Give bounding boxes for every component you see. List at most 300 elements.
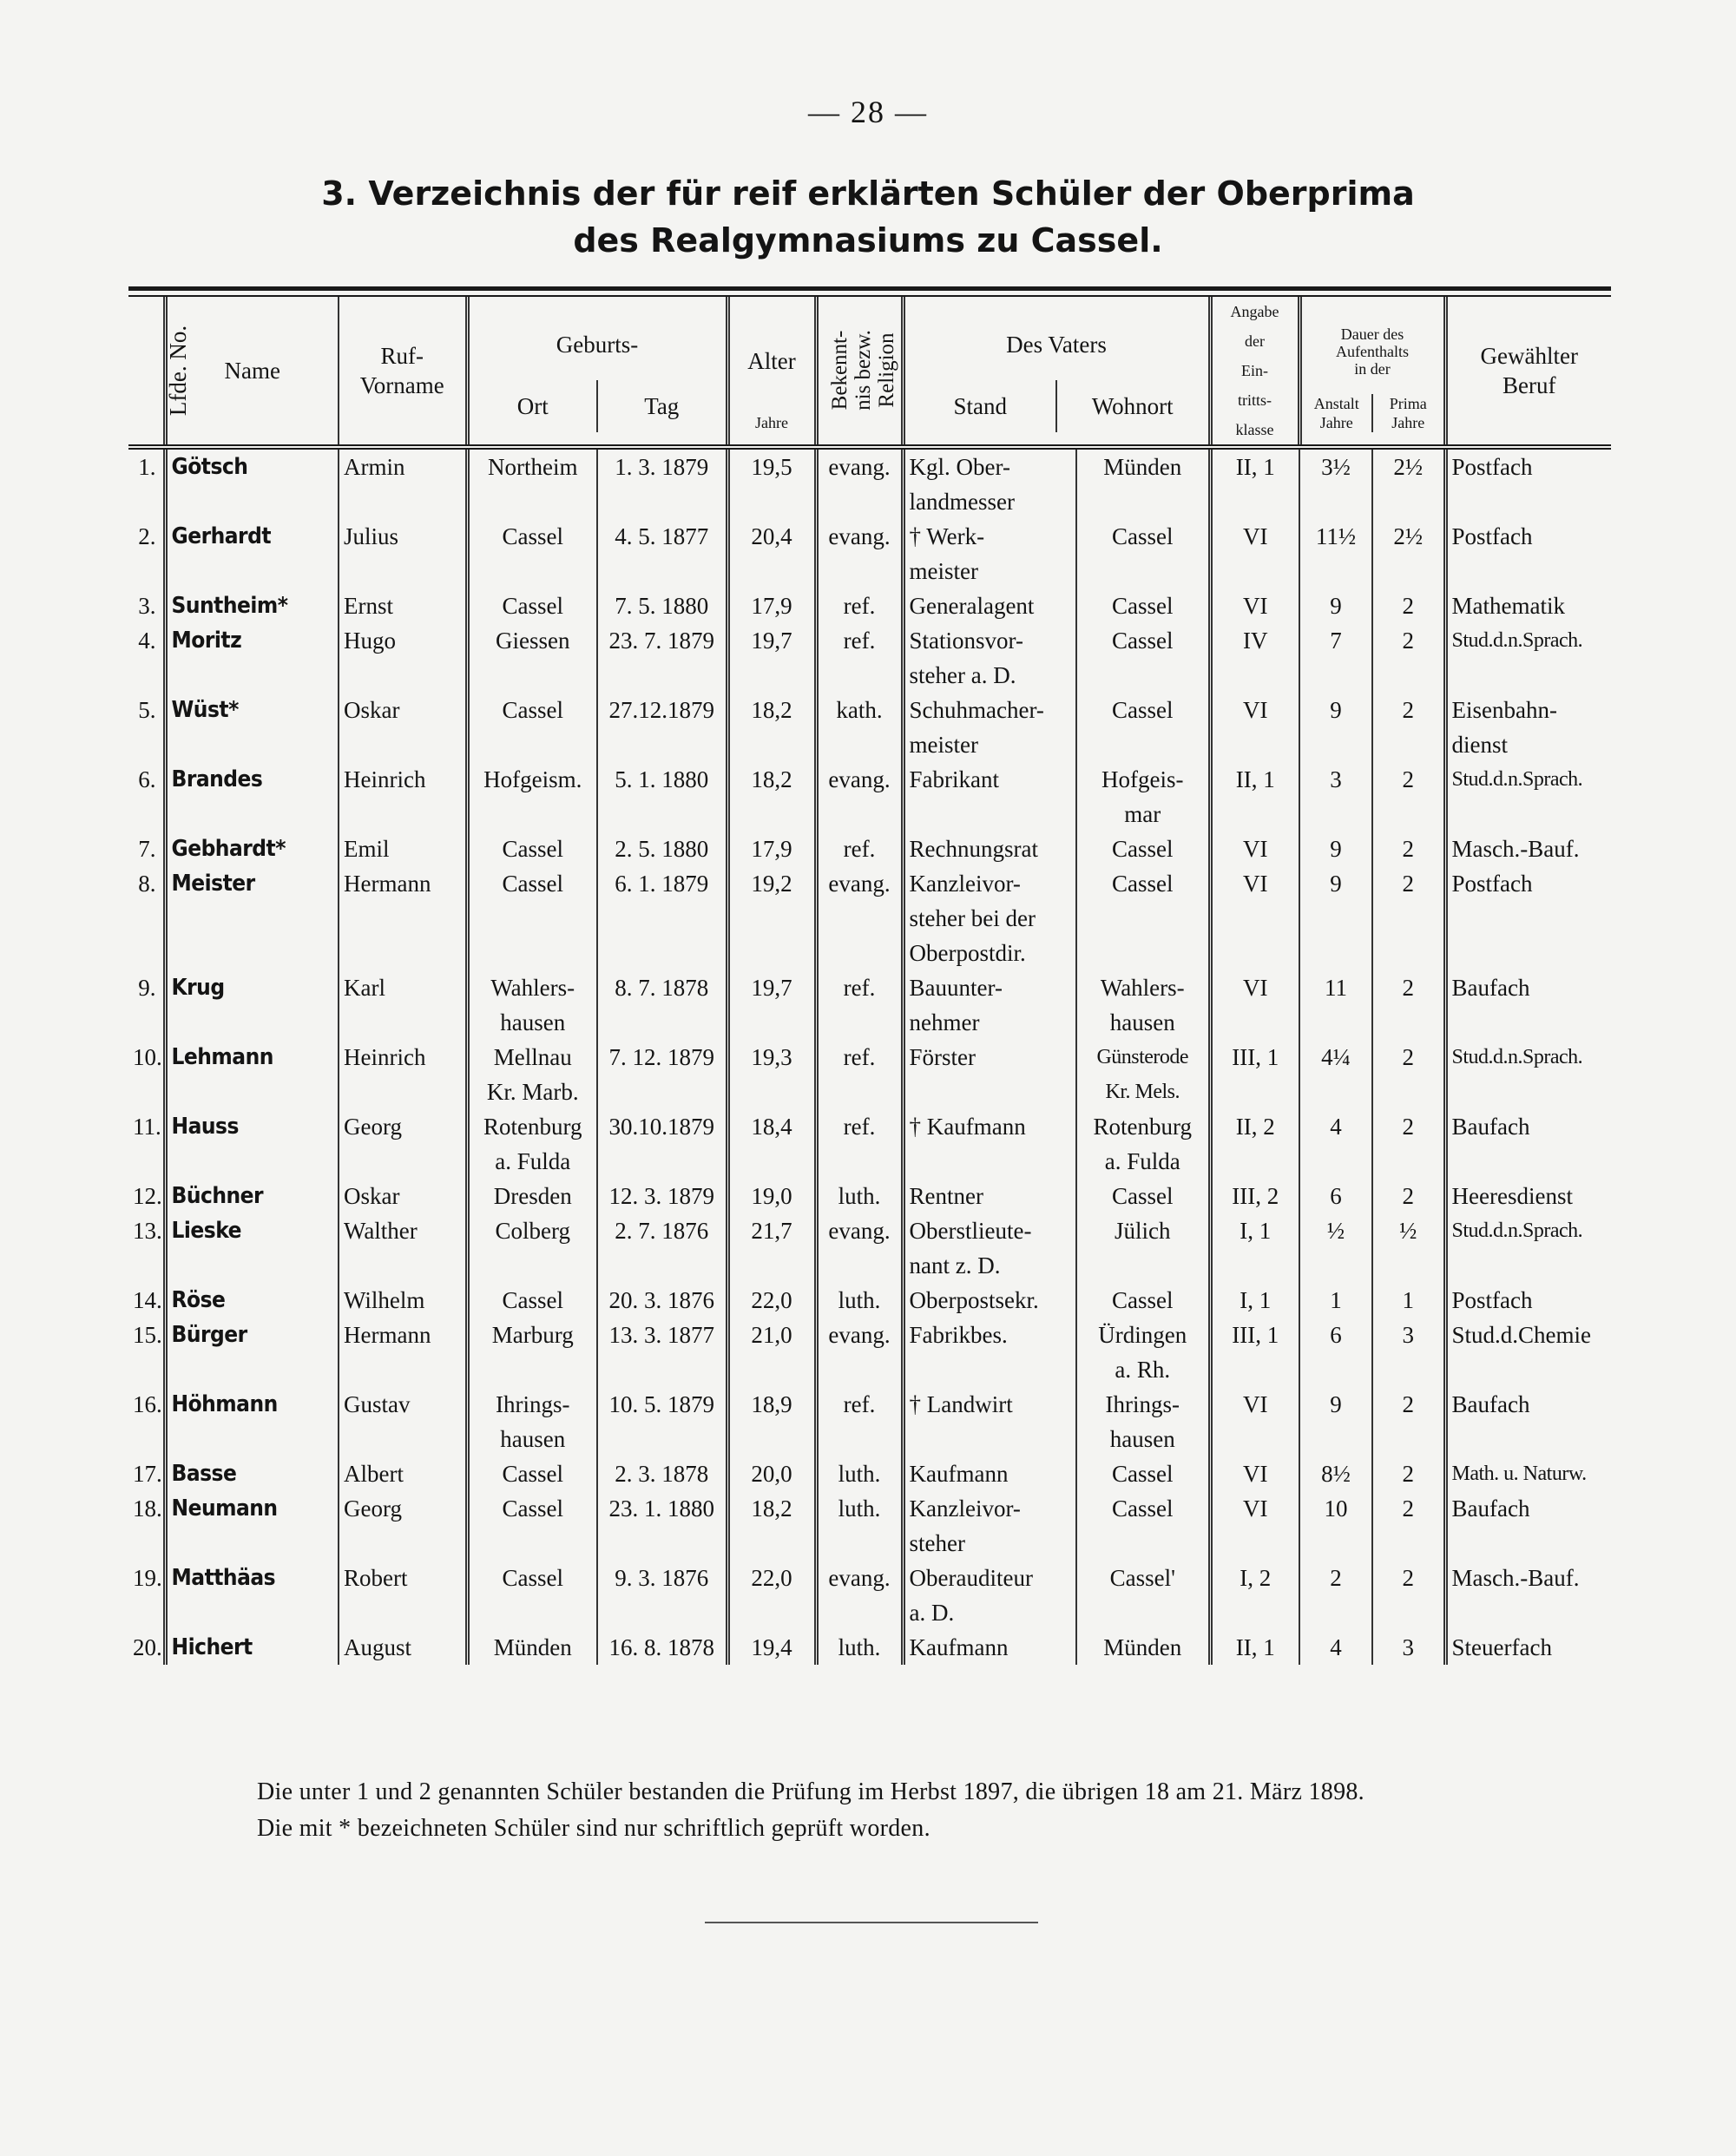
cell-wohnort-text: Cassel — [1112, 697, 1174, 723]
cell-stand — [903, 1040, 1076, 1109]
table-row — [128, 519, 1611, 588]
cell-name — [165, 1491, 339, 1561]
cell-beruf — [1445, 1213, 1611, 1283]
cell-tag — [597, 970, 727, 1040]
cell-stand — [903, 866, 1076, 970]
cell-stand-text: Fabrikbes. — [909, 1322, 1008, 1348]
cell-stand — [903, 1283, 1076, 1318]
cell-prima — [1372, 693, 1445, 762]
cell-bek — [816, 447, 903, 519]
cell-ort2-text: hausen — [500, 1009, 566, 1035]
cell-ort — [467, 623, 597, 693]
cell-prima — [1372, 1561, 1445, 1630]
cell-ort — [467, 832, 597, 866]
cell-ort2-text: a. Fulda — [495, 1148, 571, 1174]
cell-vorname — [339, 1630, 467, 1665]
cell-bek-text: ref. — [843, 975, 876, 1001]
cell-wohnort — [1076, 1283, 1210, 1318]
table-row — [128, 1179, 1611, 1213]
cell-no-text: 17. — [133, 1461, 162, 1487]
cell-no — [128, 1630, 165, 1665]
cell-vorname — [339, 1283, 467, 1318]
header-name: Name — [165, 297, 339, 447]
cell-name-text: Gerhardt — [171, 523, 272, 549]
cell-wohnort — [1076, 623, 1210, 693]
cell-stand-text: Kaufmann — [909, 1634, 1009, 1660]
cell-stand — [903, 588, 1076, 623]
cell-beruf-text: Eisenbahn- — [1451, 697, 1557, 723]
cell-klasse — [1210, 970, 1299, 1040]
cell-klasse — [1210, 1561, 1299, 1630]
cell-alter — [727, 866, 816, 970]
cell-alter-text: 22,0 — [751, 1565, 792, 1591]
cell-klasse-text: VI — [1243, 523, 1268, 549]
cell-vorname — [339, 519, 467, 588]
cell-alter-text: 19,7 — [751, 628, 792, 654]
cell-tag-text: 2. 3. 1878 — [615, 1461, 709, 1487]
cell-anstalt — [1299, 1561, 1372, 1630]
cell-anstalt-text: 3½ — [1321, 454, 1351, 480]
cell-tag-text: 8. 7. 1878 — [615, 975, 709, 1001]
cell-no-text: 6. — [138, 766, 156, 792]
cell-no — [128, 519, 165, 588]
cell-stand-text: Schuhmacher- — [909, 697, 1044, 723]
cell-ort-text: Rotenburg — [483, 1114, 582, 1140]
cell-anstalt — [1299, 1318, 1372, 1387]
cell-bek-text: luth. — [838, 1495, 881, 1522]
cell-name — [165, 762, 339, 832]
cell-stand — [903, 970, 1076, 1040]
cell-ort — [467, 693, 597, 762]
cell-prima-text: 2 — [1402, 697, 1415, 723]
cell-name — [165, 832, 339, 866]
cell-prima — [1372, 588, 1445, 623]
cell-stand-text: † Werk- — [909, 523, 985, 549]
cell-prima — [1372, 832, 1445, 866]
cell-wohnort2-text: mar — [1124, 801, 1161, 827]
cell-bek-text: luth. — [838, 1461, 881, 1487]
cell-vorname-text: Walther — [344, 1218, 418, 1244]
cell-bek-text: ref. — [843, 1044, 876, 1070]
cell-alter-text: 19,0 — [751, 1183, 792, 1209]
cell-beruf-text: Postfach — [1451, 871, 1533, 897]
cell-anstalt — [1299, 1283, 1372, 1318]
cell-stand — [903, 1387, 1076, 1456]
cell-vorname-text: Hermann — [344, 1322, 431, 1348]
cell-klasse-text: I, 1 — [1240, 1287, 1272, 1313]
table-top-rule — [128, 286, 1611, 291]
cell-name — [165, 447, 339, 519]
cell-ort — [467, 1630, 597, 1665]
cell-beruf2-text: dienst — [1451, 732, 1509, 758]
cell-wohnort-text: Hofgeis- — [1101, 766, 1184, 792]
cell-bek-text: ref. — [843, 836, 876, 862]
cell-bek — [816, 1040, 903, 1109]
cell-klasse — [1210, 1387, 1299, 1456]
cell-ort — [467, 1561, 597, 1630]
cell-prima-text: 2 — [1402, 1565, 1415, 1591]
cell-name-text: Bürger — [171, 1322, 247, 1348]
cell-no — [128, 1213, 165, 1283]
cell-alter-text: 21,0 — [751, 1322, 792, 1348]
cell-stand-text: Oberauditeur — [909, 1565, 1033, 1591]
cell-klasse-text: II, 1 — [1235, 766, 1275, 792]
cell-wohnort-text: Cassel — [1112, 1183, 1174, 1209]
cell-no-text: 8. — [138, 871, 156, 897]
cell-tag — [597, 693, 727, 762]
cell-stand — [903, 1109, 1076, 1179]
cell-beruf-text: Baufach — [1451, 1391, 1530, 1417]
cell-stand-text: Fabrikant — [909, 766, 999, 792]
cell-vorname-text: Emil — [344, 836, 390, 862]
cell-no — [128, 1179, 165, 1213]
cell-ort2-text: hausen — [500, 1426, 566, 1452]
cell-tag — [597, 1387, 727, 1456]
cell-ort-text: Northeim — [488, 454, 578, 480]
cell-alter — [727, 1561, 816, 1630]
cell-no-text: 18. — [133, 1495, 162, 1522]
cell-stand — [903, 1318, 1076, 1387]
cell-vorname — [339, 832, 467, 866]
cell-wohnort-text: Ihrings- — [1105, 1391, 1180, 1417]
cell-klasse — [1210, 762, 1299, 832]
cell-prima — [1372, 623, 1445, 693]
cell-wohnort — [1076, 1318, 1210, 1387]
cell-klasse-text: I, 1 — [1240, 1218, 1272, 1244]
cell-klasse — [1210, 1040, 1299, 1109]
cell-bek — [816, 1561, 903, 1630]
cell-tag — [597, 1630, 727, 1665]
cell-tag — [597, 1283, 727, 1318]
cell-tag — [597, 1109, 727, 1179]
cell-vorname-text: Georg — [344, 1495, 402, 1522]
cell-bek-text: evang. — [828, 1322, 891, 1348]
cell-alter-text: 20,0 — [751, 1461, 792, 1487]
cell-vorname-text: Ernst — [344, 593, 393, 619]
cell-beruf — [1445, 623, 1611, 693]
cell-bek — [816, 1456, 903, 1491]
cell-no-text: 16. — [133, 1391, 162, 1417]
cell-tag — [597, 588, 727, 623]
cell-no-text: 9. — [138, 975, 156, 1001]
cell-klasse — [1210, 519, 1299, 588]
header-lfd-no: Lfde. No. — [165, 325, 192, 417]
cell-prima — [1372, 447, 1445, 519]
cell-stand-text: † Kaufmann — [909, 1114, 1026, 1140]
cell-ort — [467, 447, 597, 519]
cell-tag — [597, 447, 727, 519]
cell-klasse — [1210, 1491, 1299, 1561]
cell-tag-text: 12. 3. 1879 — [608, 1183, 714, 1209]
cell-alter — [727, 832, 816, 866]
header-eintrittsklasse: Angabe der Ein- tritts- klasse — [1210, 297, 1299, 447]
header-prima: Prima — [1389, 394, 1427, 412]
cell-no-text: 13. — [133, 1218, 162, 1244]
cell-no — [128, 1040, 165, 1109]
cell-tag — [597, 1213, 727, 1283]
cell-wohnort — [1076, 970, 1210, 1040]
cell-ort-text: Cassel — [502, 1287, 563, 1313]
cell-klasse — [1210, 1179, 1299, 1213]
cell-anstalt-text: 8½ — [1321, 1461, 1351, 1487]
cell-vorname-text: August — [344, 1634, 412, 1660]
cell-no — [128, 1109, 165, 1179]
cell-prima — [1372, 1109, 1445, 1179]
cell-alter — [727, 1179, 816, 1213]
cell-alter-text: 18,2 — [751, 1495, 792, 1522]
cell-name-text: Meister — [171, 871, 255, 897]
cell-wohnort-text: Cassel — [1112, 628, 1174, 654]
cell-wohnort — [1076, 832, 1210, 866]
cell-ort — [467, 1456, 597, 1491]
cell-ort — [467, 970, 597, 1040]
cell-anstalt — [1299, 1387, 1372, 1456]
cell-wohnort-text: Cassel — [1112, 1287, 1174, 1313]
cell-bek — [816, 832, 903, 866]
cell-beruf-text: Stud.d.Chemie — [1451, 1322, 1592, 1348]
cell-stand — [903, 1630, 1076, 1665]
cell-vorname-text: Wilhelm — [344, 1287, 425, 1313]
cell-stand2-text: steher bei der — [909, 905, 1036, 931]
cell-tag-text: 7. 5. 1880 — [615, 593, 709, 619]
cell-klasse-text: VI — [1243, 975, 1268, 1001]
cell-stand — [903, 1491, 1076, 1561]
cell-name-text: Gebhardt* — [171, 836, 286, 862]
cell-bek — [816, 1283, 903, 1318]
cell-ort-text: Cassel — [502, 1495, 563, 1522]
cell-alter-text: 19,4 — [751, 1634, 792, 1660]
cell-tag-text: 1. 3. 1879 — [615, 454, 709, 480]
cell-anstalt-text: 11½ — [1315, 523, 1357, 549]
cell-ort-text: Cassel — [502, 697, 563, 723]
cell-vorname-text: Albert — [344, 1461, 404, 1487]
cell-name — [165, 1283, 339, 1318]
cell-anstalt-text: 4¼ — [1321, 1044, 1351, 1070]
table-row — [128, 1283, 1611, 1318]
cell-stand-text: Bauunter- — [909, 975, 1003, 1001]
cell-ort-text: Marburg — [491, 1322, 574, 1348]
cell-alter-text: 17,9 — [751, 836, 792, 862]
cell-ort — [467, 1318, 597, 1387]
cell-anstalt — [1299, 832, 1372, 866]
cell-alter — [727, 1456, 816, 1491]
cell-beruf-text: Stud.d.n.Sprach. — [1451, 629, 1583, 652]
cell-klasse — [1210, 1456, 1299, 1491]
cell-wohnort2-text: hausen — [1109, 1009, 1175, 1035]
cell-name-text: Brandes — [171, 766, 263, 792]
cell-prima — [1372, 1456, 1445, 1491]
cell-alter — [727, 1318, 816, 1387]
cell-wohnort — [1076, 1109, 1210, 1179]
cell-ort-text: Giessen — [496, 628, 570, 654]
cell-name-text: Neumann — [171, 1495, 278, 1522]
cell-stand-text: Rentner — [909, 1183, 983, 1209]
cell-stand — [903, 693, 1076, 762]
title-line-2: des Realgymnasiums zu Cassel. — [573, 221, 1163, 260]
cell-wohnort — [1076, 1179, 1210, 1213]
cell-prima-text: ½ — [1399, 1218, 1417, 1244]
cell-tag-text: 23. 1. 1880 — [608, 1495, 714, 1522]
cell-no-text: 7. — [138, 836, 156, 862]
cell-stand2-text: meister — [909, 732, 978, 758]
cell-stand2-text: a. D. — [909, 1600, 955, 1626]
cell-ort-text: Dresden — [493, 1183, 572, 1209]
cell-klasse-text: I, 2 — [1240, 1565, 1272, 1591]
cell-anstalt — [1299, 1213, 1372, 1283]
cell-alter-text: 18,2 — [751, 766, 792, 792]
cell-wohnort-text: Cassel — [1112, 593, 1174, 619]
cell-wohnort-text: Cassel — [1112, 1495, 1174, 1522]
cell-tag-text: 10. 5. 1879 — [608, 1391, 714, 1417]
cell-beruf-text: Postfach — [1451, 454, 1533, 480]
cell-prima — [1372, 1179, 1445, 1213]
cell-wohnort2-text: Kr. Mels. — [1105, 1081, 1180, 1103]
cell-no-text: 3. — [138, 593, 156, 619]
cell-wohnort — [1076, 1630, 1210, 1665]
cell-wohnort-text: Wahlers- — [1100, 975, 1185, 1001]
cell-alter-text: 17,9 — [751, 593, 792, 619]
cell-prima — [1372, 1040, 1445, 1109]
cell-no-text: 14. — [133, 1287, 162, 1313]
cell-alter — [727, 1491, 816, 1561]
cell-beruf — [1445, 1179, 1611, 1213]
cell-wohnort — [1076, 866, 1210, 970]
cell-wohnort — [1076, 1213, 1210, 1283]
cell-vorname — [339, 1387, 467, 1456]
cell-beruf-text: Stud.d.n.Sprach. — [1451, 1046, 1583, 1068]
cell-anstalt-text: 11 — [1325, 975, 1348, 1001]
cell-prima-text: 2 — [1402, 1461, 1415, 1487]
header-alter: Alter Jahre — [727, 297, 816, 447]
cell-bek-text: ref. — [843, 1114, 876, 1140]
cell-name — [165, 1318, 339, 1387]
cell-wohnort — [1076, 693, 1210, 762]
header-dauer: Dauer des Aufenthalts in der Anstalt Jahre Prima Jahre — [1299, 297, 1445, 447]
cell-klasse-text: VI — [1243, 593, 1268, 619]
cell-name-text: Götsch — [171, 454, 248, 480]
cell-anstalt-text: 10 — [1324, 1495, 1348, 1522]
cell-bek-text: luth. — [838, 1634, 881, 1660]
cell-beruf — [1445, 970, 1611, 1040]
cell-vorname-text: Julius — [344, 523, 399, 549]
cell-wohnort — [1076, 1040, 1210, 1109]
cell-klasse — [1210, 693, 1299, 762]
cell-stand — [903, 832, 1076, 866]
cell-beruf — [1445, 866, 1611, 970]
cell-wohnort-text: Ürdingen — [1098, 1322, 1187, 1348]
cell-wohnort — [1076, 762, 1210, 832]
cell-tag-text: 23. 7. 1879 — [608, 628, 714, 654]
cell-bek — [816, 1491, 903, 1561]
cell-prima — [1372, 1630, 1445, 1665]
cell-ort — [467, 762, 597, 832]
cell-wohnort-text: Münden — [1103, 1634, 1182, 1660]
cell-vorname — [339, 588, 467, 623]
cell-wohnort-text: Cassel — [1112, 1461, 1174, 1487]
cell-stand2-text: steher a. D. — [909, 662, 1016, 688]
cell-stand2-text: landmesser — [909, 489, 1015, 515]
header-tag: Tag — [596, 380, 726, 432]
cell-no — [128, 693, 165, 762]
cell-ort-text: Wahlers- — [490, 975, 575, 1001]
cell-tag-text: 9. 3. 1876 — [615, 1565, 709, 1591]
cell-prima — [1372, 866, 1445, 970]
cell-anstalt-text: 3 — [1330, 766, 1342, 792]
cell-vorname — [339, 693, 467, 762]
cell-tag-text: 20. 3. 1876 — [608, 1287, 714, 1313]
cell-beruf — [1445, 1283, 1611, 1318]
cell-stand-text: Rechnungsrat — [909, 836, 1038, 862]
cell-ort — [467, 1213, 597, 1283]
cell-bek — [816, 588, 903, 623]
cell-stand-text: Kanzleivor- — [909, 1495, 1021, 1522]
cell-klasse — [1210, 1630, 1299, 1665]
cell-wohnort-text: Günsterode — [1096, 1046, 1189, 1068]
cell-bek-text: evang. — [828, 871, 891, 897]
cell-alter — [727, 623, 816, 693]
cell-no-text: 2. — [138, 523, 156, 549]
header-beruf: Gewählter Beruf — [1445, 297, 1611, 447]
cell-bek-text: evang. — [828, 766, 891, 792]
header-des-vaters: Des Vaters Stand Wohnort — [903, 297, 1210, 447]
cell-klasse-text: VI — [1243, 697, 1268, 723]
cell-vorname-text: Hugo — [344, 628, 396, 654]
cell-prima-text: 2 — [1402, 975, 1415, 1001]
cell-bek-text: evang. — [828, 1565, 891, 1591]
cell-wohnort-text: Cassel — [1112, 523, 1174, 549]
cell-name-text: Krug — [171, 975, 225, 1001]
cell-prima — [1372, 970, 1445, 1040]
cell-no — [128, 970, 165, 1040]
cell-vorname — [339, 1561, 467, 1630]
header-anstalt: Anstalt — [1313, 394, 1359, 412]
cell-tag-text: 2. 7. 1876 — [615, 1218, 709, 1244]
cell-prima-text: 2 — [1402, 766, 1415, 792]
cell-no — [128, 447, 165, 519]
cell-wohnort — [1076, 1491, 1210, 1561]
cell-vorname-text: Gustav — [344, 1391, 411, 1417]
cell-name-text: Hichert — [171, 1634, 253, 1660]
cell-bek-text: ref. — [843, 628, 876, 654]
cell-beruf-text: Masch.-Bauf. — [1451, 1565, 1580, 1591]
cell-name-text: Suntheim* — [171, 593, 288, 619]
cell-no — [128, 1491, 165, 1561]
cell-no — [128, 1283, 165, 1318]
cell-vorname-text: Karl — [344, 975, 385, 1001]
cell-no — [128, 1456, 165, 1491]
cell-vorname — [339, 866, 467, 970]
cell-ort-text: Ihrings- — [496, 1391, 570, 1417]
cell-ort-text: Cassel — [502, 1461, 563, 1487]
cell-name-text: Höhmann — [171, 1391, 278, 1417]
cell-klasse — [1210, 866, 1299, 970]
cell-tag — [597, 1561, 727, 1630]
title-line-1: 3. Verzeichnis der für reif erklärten Schüler der Oberprima — [321, 174, 1415, 213]
cell-name — [165, 1456, 339, 1491]
cell-anstalt — [1299, 1109, 1372, 1179]
cell-tag-text: 7. 12. 1879 — [608, 1044, 714, 1070]
cell-name — [165, 1040, 339, 1109]
cell-beruf-text: Baufach — [1451, 1114, 1530, 1140]
cell-bek — [816, 970, 903, 1040]
cell-stand — [903, 1179, 1076, 1213]
cell-beruf — [1445, 1491, 1611, 1561]
cell-wohnort — [1076, 519, 1210, 588]
cell-bek — [816, 1630, 903, 1665]
table-row — [128, 1213, 1611, 1283]
cell-ort2-text: Kr. Marb. — [486, 1079, 579, 1105]
cell-wohnort2-text: hausen — [1109, 1426, 1175, 1452]
